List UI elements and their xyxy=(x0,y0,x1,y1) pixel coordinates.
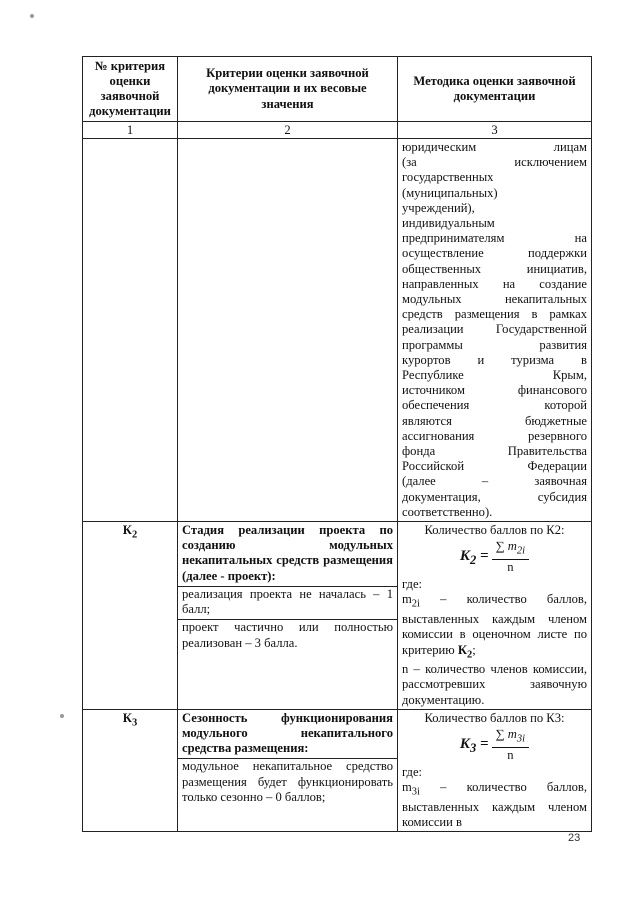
continuation-method-cell xyxy=(398,139,592,522)
method-intro-k3: Количество баллов по К3: xyxy=(424,710,565,725)
text-line: государственных xyxy=(402,170,494,185)
method-cell-k3 xyxy=(398,709,592,831)
header-criteria: Критерии оценки заявочной документации и их весовые значения xyxy=(178,57,398,122)
method-intro-k2: Количество баллов по К2: xyxy=(424,523,565,538)
text-line: фонда Правительства xyxy=(402,444,587,459)
text-line: обеспечения которой xyxy=(402,398,587,413)
criterion-code-k2: $К_2$ xyxy=(83,522,178,710)
criterion-cell-k2 xyxy=(178,522,398,710)
criterion-code-k3: $К_3$ xyxy=(83,709,178,831)
scan-speck xyxy=(30,14,34,18)
text-line: (далее – заявочная xyxy=(402,474,587,489)
text-line: Республике Крым, xyxy=(402,368,587,383)
definition-m-k3: $m_{3i}$ – количество баллов, выставленных каждым членом комиссии в xyxy=(402,780,587,830)
column-number-2: 2 xyxy=(178,122,398,139)
header-criterion-number: № критерия оценки заявочной документации xyxy=(83,57,178,122)
text-line: документация, субсидия xyxy=(402,489,587,504)
column-number-3: 3 xyxy=(398,122,592,139)
text-line: направленных на создание xyxy=(402,276,587,291)
where-label-k3: где: xyxy=(402,764,423,779)
text-line: реализации Государственной xyxy=(402,322,587,337)
text-line: предпринимателям на xyxy=(402,231,587,246)
where-label-k2: где: xyxy=(402,577,423,592)
text-line: средств размещения в рамках xyxy=(402,307,587,322)
criterion-title-k3: Сезонность функционирования модульного некапитального средства размещения: xyxy=(182,710,393,756)
text-line: Российской Федерации xyxy=(402,459,587,474)
method-cell-k2 xyxy=(398,522,592,710)
header-method: Методика оценки заявочной документации xyxy=(398,57,592,122)
text-line: программы развития xyxy=(402,337,587,352)
text-line: курортов и туризма в xyxy=(402,352,587,367)
criterion-title-k2: Стадия реализации проекта по созданию модульных некапитальных средств размещения (далее - проект): xyxy=(182,523,393,583)
table-header-row xyxy=(83,57,592,122)
text-line: юридическим лицам xyxy=(402,140,587,154)
criterion-cell-k3 xyxy=(178,709,398,831)
text-line: индивидуальным xyxy=(402,216,495,231)
text-line: (за исключением xyxy=(402,155,587,170)
column-number-1: 1 xyxy=(83,122,178,139)
formula-k3: $K_3$ = $\frac{\sum m_{3i}}{n}$ xyxy=(402,727,587,763)
page-number: 23 xyxy=(568,832,581,844)
continuation-cell-1 xyxy=(83,139,178,522)
text-line: соответственно). xyxy=(402,504,493,519)
scan-speck xyxy=(60,714,64,718)
criterion-option-k3-1: модульное некапитальное средство размещения будет функционировать только сезонно – 0 баллов; xyxy=(178,758,397,805)
continuation-cell-2 xyxy=(178,139,398,522)
definition-n-k2: n – количество членов комиссии, рассмотревших заявочную документацию. xyxy=(402,662,587,707)
text-line: источником финансового xyxy=(402,383,587,398)
text-line: ассигнования резервного xyxy=(402,428,587,443)
table-row-k3 xyxy=(83,709,592,831)
text-line: (муниципальных) xyxy=(402,185,498,200)
text-line: учреждений), xyxy=(402,200,475,215)
column-number-row xyxy=(83,122,592,139)
text-line: общественных инициатив, xyxy=(402,261,587,276)
criterion-option-k2-2: проект частично или полностью реализован – 3 балла. xyxy=(178,619,397,650)
text-line: модульных некапитальных xyxy=(402,292,587,307)
evaluation-table xyxy=(82,56,592,832)
definition-m-k2: $m_{2i}$ – количество баллов, выставленных каждым членом комиссии в оценочном листе по критерию $К_2$; xyxy=(402,592,587,661)
table-row-continuation xyxy=(83,139,592,522)
table-row-k2 xyxy=(83,522,592,710)
text-line: осуществление поддержки xyxy=(402,246,587,261)
formula-k2: $K_2$ = $\frac{\sum m_{2i}}{n}$ xyxy=(402,539,587,575)
criterion-option-k2-1: реализация проекта не началась – 1 балл; xyxy=(178,586,397,617)
text-line: являются бюджетные xyxy=(402,413,587,428)
